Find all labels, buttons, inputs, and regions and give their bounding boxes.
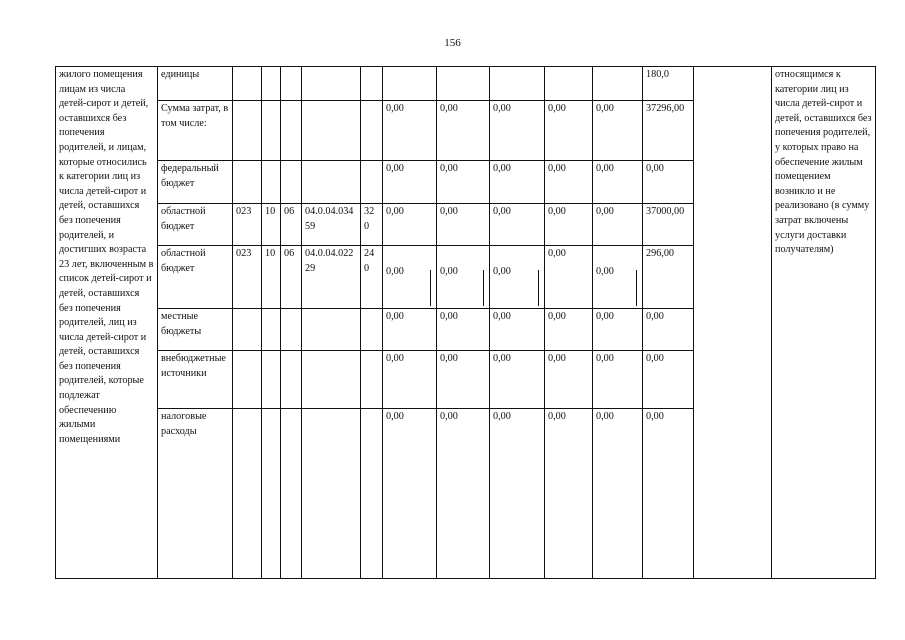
value-cell xyxy=(490,246,545,309)
code-cell xyxy=(281,101,302,161)
code-cell: 10 xyxy=(262,246,281,309)
empty-cell xyxy=(694,67,772,579)
value-cell xyxy=(437,246,490,309)
tick-mark xyxy=(483,270,484,306)
value-cell xyxy=(383,246,437,309)
code-cell: 240 xyxy=(361,246,383,309)
value-cell: 0,00 xyxy=(593,204,643,246)
code-cell xyxy=(361,67,383,101)
code-cell xyxy=(361,351,383,409)
row-label: федеральный бюджет xyxy=(158,161,233,204)
code-cell xyxy=(262,309,281,351)
row-label: местные бюджеты xyxy=(158,309,233,351)
value-cell: 0,00 xyxy=(437,409,490,579)
total-cell: 0,00 xyxy=(643,309,694,351)
value-cell: 0,00 xyxy=(593,351,643,409)
code-cell xyxy=(281,67,302,101)
total-cell: 0,00 xyxy=(643,351,694,409)
code-cell xyxy=(302,161,361,204)
value-cell: 0,00 xyxy=(593,101,643,161)
value-cell: 0,00 xyxy=(593,161,643,204)
value-cell: 0,00 xyxy=(490,101,545,161)
code-cell: 023 xyxy=(233,204,262,246)
value-cell: 0,00 xyxy=(490,351,545,409)
code-cell xyxy=(262,161,281,204)
code-cell xyxy=(233,161,262,204)
code-cell: 10 xyxy=(262,204,281,246)
value-cell: 0,00 xyxy=(545,409,593,579)
value-cell: 0,00 xyxy=(383,409,437,579)
value-cell: 0,00 xyxy=(437,161,490,204)
code-cell xyxy=(233,351,262,409)
note-cell: относящимся к категории лиц из числа детей-сирот и детей, оставшихся без попечения родителей, у которых право на обеспечение жилым помещением возникло и не реализовано (в сумму затрат включены услуги доставки получателям) xyxy=(772,67,876,579)
value-cell: 0,00 xyxy=(437,204,490,246)
code-cell xyxy=(361,161,383,204)
tick-mark xyxy=(538,270,539,306)
code-cell xyxy=(233,309,262,351)
row-label: областной бюджет xyxy=(158,246,233,309)
tick-mark xyxy=(430,270,431,306)
value-cell: 0,00 xyxy=(545,101,593,161)
value-cell: 0,00 xyxy=(383,351,437,409)
code-cell xyxy=(302,309,361,351)
code-cell xyxy=(361,101,383,161)
code-cell xyxy=(302,351,361,409)
value-cell: 0,00 xyxy=(437,351,490,409)
table-row xyxy=(56,67,876,101)
code-cell xyxy=(281,309,302,351)
value-cell: 0,00 xyxy=(490,204,545,246)
budget-table xyxy=(55,66,876,579)
value-cell xyxy=(545,67,593,101)
code-cell xyxy=(361,409,383,579)
value-cell: 0,00 xyxy=(545,246,593,309)
total-cell: 296,00 xyxy=(643,246,694,309)
value-cell xyxy=(593,246,643,309)
value-text: 0,00 xyxy=(493,266,511,277)
code-cell: 320 xyxy=(361,204,383,246)
value-cell: 0,00 xyxy=(383,309,437,351)
total-cell: 180,0 xyxy=(643,67,694,101)
code-cell xyxy=(233,409,262,579)
value-cell: 0,00 xyxy=(593,309,643,351)
code-cell: 04.0.04.03459 xyxy=(302,204,361,246)
code-cell xyxy=(262,101,281,161)
code-cell xyxy=(281,409,302,579)
value-cell: 0,00 xyxy=(593,409,643,579)
code-cell xyxy=(233,101,262,161)
value-cell: 0,00 xyxy=(545,161,593,204)
code-cell xyxy=(262,67,281,101)
value-cell: 0,00 xyxy=(490,161,545,204)
description-cell: жилого помещения лицам из числа детей-сирот и детей, оставшихся без попечения родителей, и лицам, которые относились к категории лиц из числа детей-сирот и детей, оставшихся без попечения родителей, и достигших возраста 23 лет, включенным в список детей-сирот и детей, оставшихся без попечения родителей, лиц из числа детей-сирот и детей, оставшихся без попечения родителей, которые подлежат обеспечению жилыми помещениями xyxy=(56,67,158,579)
value-cell: 0,00 xyxy=(437,101,490,161)
value-cell xyxy=(437,67,490,101)
total-cell: 0,00 xyxy=(643,409,694,579)
tick-mark xyxy=(636,270,637,306)
value-cell xyxy=(490,67,545,101)
value-cell xyxy=(593,67,643,101)
value-cell: 0,00 xyxy=(545,309,593,351)
code-cell xyxy=(233,67,262,101)
code-cell xyxy=(302,101,361,161)
row-label: Сумма затрат, в том числе: xyxy=(158,101,233,161)
code-cell xyxy=(262,351,281,409)
code-cell xyxy=(302,67,361,101)
value-cell: 0,00 xyxy=(383,161,437,204)
code-cell: 04.0.04.02229 xyxy=(302,246,361,309)
code-cell xyxy=(302,409,361,579)
code-cell: 023 xyxy=(233,246,262,309)
value-text: 0,00 xyxy=(596,266,614,277)
value-cell: 0,00 xyxy=(545,204,593,246)
value-cell: 0,00 xyxy=(437,309,490,351)
total-cell: 37000,00 xyxy=(643,204,694,246)
code-cell xyxy=(281,351,302,409)
value-cell: 0,00 xyxy=(383,204,437,246)
total-cell: 0,00 xyxy=(643,161,694,204)
value-text: 0,00 xyxy=(440,266,458,277)
code-cell xyxy=(262,409,281,579)
value-cell: 0,00 xyxy=(383,101,437,161)
code-cell xyxy=(361,309,383,351)
page-number: 156 xyxy=(444,37,461,49)
value-text: 0,00 xyxy=(386,266,404,277)
row-label: единицы xyxy=(158,67,233,101)
code-cell xyxy=(281,161,302,204)
code-cell: 06 xyxy=(281,204,302,246)
code-cell: 06 xyxy=(281,246,302,309)
value-cell xyxy=(383,67,437,101)
row-label: налоговые расходы xyxy=(158,409,233,579)
row-label: областной бюджет xyxy=(158,204,233,246)
row-label: внебюджетные источники xyxy=(158,351,233,409)
value-cell: 0,00 xyxy=(490,309,545,351)
value-cell: 0,00 xyxy=(545,351,593,409)
value-cell: 0,00 xyxy=(490,409,545,579)
total-cell: 37296,00 xyxy=(643,101,694,161)
